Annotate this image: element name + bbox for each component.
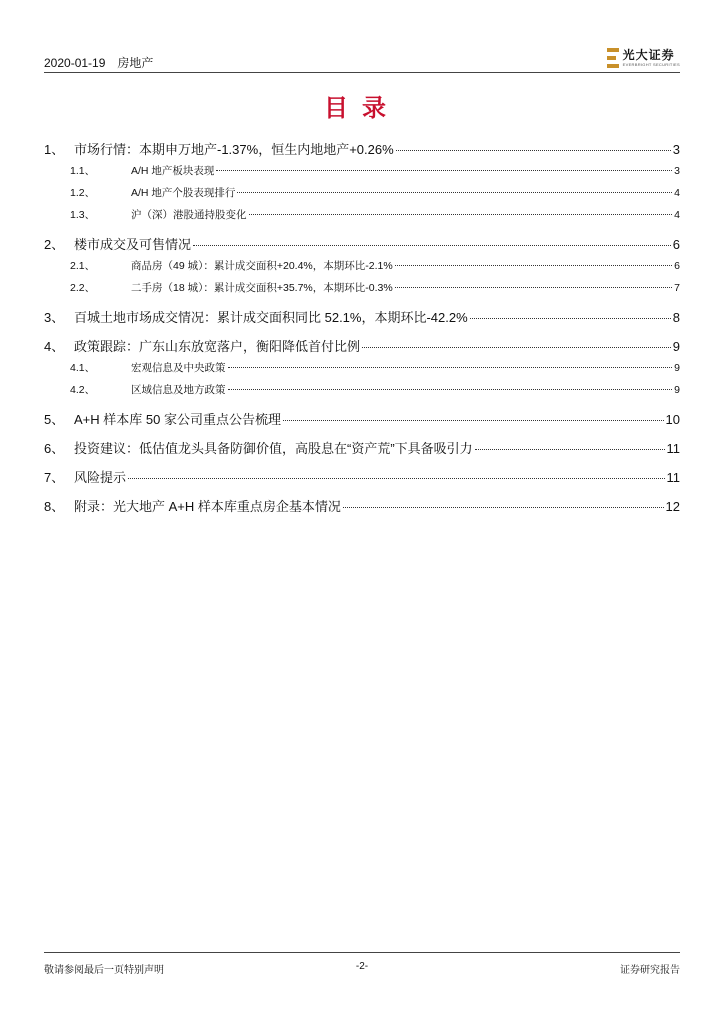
toc-subsection-entry[interactable]	[44, 382, 680, 404]
toc-entry-page: 11	[666, 470, 680, 485]
toc-entry-number: 4.2、	[70, 384, 96, 396]
toc-entry-text: 附录：光大地产 A+H 样本库重点房企基本情况	[74, 499, 341, 514]
toc-entry-text: 投资建议：低估值龙头具备防御价值，高股息在“资产荒”下具备吸引力	[74, 441, 473, 456]
toc-subsection-entry[interactable]	[44, 258, 680, 280]
toc-section-entry[interactable]	[44, 438, 680, 462]
toc-title: 目录	[324, 95, 400, 122]
report-type: 证券研究报告	[620, 965, 680, 976]
report-date: 2020-01-19	[44, 56, 106, 70]
toc-entry-number: 6、	[44, 441, 65, 456]
toc-section-entry[interactable]	[44, 496, 680, 520]
toc-entry-text: 百城土地市场成交情况：累计成交面积同比 52.1%，本期环比-42.2%	[74, 310, 468, 325]
toc-entry-page: 4	[674, 209, 680, 221]
toc-leader-dots	[193, 244, 671, 246]
toc-entry-number: 1、	[44, 142, 65, 157]
toc-section-entry[interactable]	[44, 467, 680, 491]
toc-leader-dots	[475, 448, 665, 450]
toc-section-entry[interactable]	[44, 307, 680, 331]
report-category: 房地产	[117, 56, 154, 70]
logo-chinese-name: 光大证券	[622, 48, 675, 62]
toc-subsection-entry[interactable]	[44, 360, 680, 382]
toc-entry-number: 2.2、	[70, 282, 96, 294]
toc-leader-dots	[228, 366, 673, 368]
toc-entry-page: 9	[674, 384, 680, 396]
toc-entry-page: 11	[666, 441, 680, 456]
toc-entry-page: 3	[672, 142, 680, 157]
toc-leader-dots	[228, 388, 673, 390]
toc-entry-number: 4.1、	[70, 362, 96, 374]
toc-entry-number: 1.1、	[70, 165, 96, 177]
logo-mark-icon	[607, 48, 619, 68]
toc-leader-dots	[237, 191, 672, 193]
page-footer	[44, 952, 680, 979]
disclaimer-note: 敬请参阅最后一页特别声明	[44, 965, 164, 976]
toc-entry-text: 沪（深）港股通持股变化	[131, 209, 247, 221]
toc-entry-number: 8、	[44, 499, 65, 514]
toc-entry-text: 商品房（49 城）：累计成交面积+20.4%，本期环比-2.1%	[131, 260, 393, 272]
toc-section-entry[interactable]	[44, 409, 680, 433]
toc-entry-number: 1.2、	[70, 187, 96, 199]
toc-entry-page: 3	[674, 165, 680, 177]
page-number: -2-	[355, 961, 369, 972]
toc-subsection-entry[interactable]	[44, 280, 680, 302]
toc-entry-text: A/H 地产个股表现排行	[131, 187, 236, 199]
toc-entry-number: 4、	[44, 339, 65, 354]
toc-entry-number: 2、	[44, 237, 65, 252]
toc-entry-page: 8	[672, 310, 680, 325]
toc-entry-number: 5、	[44, 412, 65, 427]
company-logo	[607, 46, 680, 70]
toc-entry-page: 10	[665, 412, 680, 427]
toc-entry-text: 楼市成交及可售情况	[74, 237, 192, 252]
toc-leader-dots	[395, 264, 672, 266]
toc-entry-text: A/H 地产板块表现	[131, 165, 215, 177]
toc-entry-text: A+H 样本库 50 家公司重点公告梳理	[74, 412, 281, 427]
toc-entry-number: 1.3、	[70, 209, 96, 221]
toc-subsection-entry[interactable]	[44, 185, 680, 207]
toc-section-entry[interactable]	[44, 234, 680, 258]
logo-english-name: EVERBRIGHT SECURITIES	[622, 62, 680, 67]
toc-entry-number: 2.1、	[70, 260, 96, 272]
toc-leader-dots	[249, 213, 673, 215]
toc-entry-text: 区域信息及地方政策	[131, 384, 226, 396]
toc-entry-page: 9	[672, 339, 680, 354]
toc-leader-dots	[128, 477, 664, 479]
toc-entry-text: 市场行情：本期申万地产-1.37%，恒生内地地产+0.26%	[74, 142, 394, 157]
toc-entry-page: 9	[674, 362, 680, 374]
toc-entry-page: 7	[674, 282, 680, 294]
toc-leader-dots	[395, 286, 672, 288]
toc-leader-dots	[216, 169, 672, 171]
toc-entry-text: 政策跟踪：广东山东放宽落户，衡阳降低首付比例	[74, 339, 361, 354]
toc-entry-page: 12	[665, 499, 680, 514]
toc-entry-page: 4	[674, 187, 680, 199]
table-of-contents	[44, 134, 680, 520]
toc-entry-number: 3、	[44, 310, 65, 325]
toc-leader-dots	[470, 317, 671, 319]
header-meta	[44, 54, 153, 71]
toc-entry-number: 7、	[44, 470, 65, 485]
toc-entry-page: 6	[674, 260, 680, 272]
toc-entry-text: 风险提示	[74, 470, 127, 485]
toc-entry-text: 宏观信息及中央政策	[131, 362, 226, 374]
toc-subsection-entry[interactable]	[44, 163, 680, 185]
toc-leader-dots	[396, 149, 671, 151]
toc-leader-dots	[283, 419, 664, 421]
toc-entry-page: 6	[672, 237, 680, 252]
toc-entry-text: 二手房（18 城）：累计成交面积+35.7%，本期环比-0.3%	[131, 282, 393, 294]
toc-leader-dots	[362, 346, 671, 348]
page-header	[44, 46, 680, 73]
toc-subsection-entry[interactable]	[44, 207, 680, 229]
toc-section-entry[interactable]	[44, 336, 680, 360]
toc-section-entry[interactable]	[44, 139, 680, 163]
toc-leader-dots	[343, 506, 664, 508]
